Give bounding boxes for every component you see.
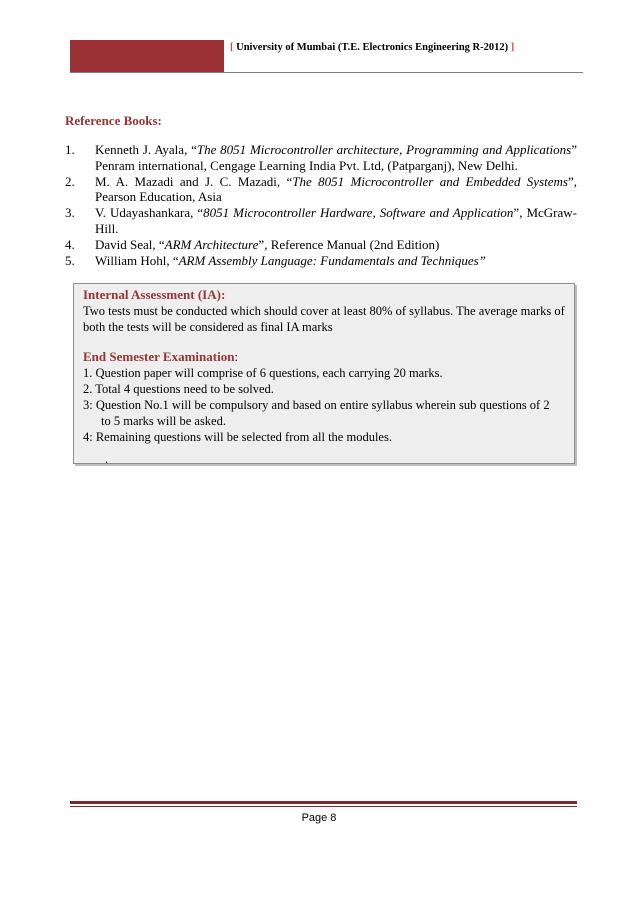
exam-rule-line: 3: Question No.1 will be compulsory and based on entire syllabus wherein sub questions of 2 [83, 398, 550, 412]
reference-author: V. Udayashankara, “ [95, 205, 204, 221]
header-close-bracket: ] [510, 42, 515, 53]
reference-books-list [65, 142, 577, 268]
reference-item [65, 237, 577, 253]
reference-author: Kenneth J. Ayala, “ [95, 142, 197, 157]
reference-book-title: ARM Architecture [164, 236, 259, 252]
reference-number: 2. [65, 173, 75, 189]
reference-publisher: ” Penram international, Cengage Learning India Pvt. Ltd, (Patparganj), New Delhi. [95, 142, 577, 173]
reference-book-title: 8051 Microcontroller Hardware, Software and Application [203, 205, 514, 221]
trailing-dot: . [105, 452, 109, 466]
end-semester-heading-line [83, 349, 568, 365]
reference-number: 4. [65, 236, 75, 252]
internal-assessment-text: Two tests must be conducted which should cover at least 80% of syllabus. The average marks of both the tests will be considered as final IA marks [83, 304, 565, 334]
reference-number: 5. [65, 252, 75, 268]
reference-book-title: The 8051 Microcontroller architecture, Programming and Applications [196, 142, 572, 157]
reference-books-heading: Reference Books: [65, 113, 162, 128]
header-color-block [70, 40, 224, 72]
reference-number: 3. [65, 205, 75, 221]
reference-publisher: ”, Reference Manual (2nd Edition) [258, 236, 440, 252]
end-semester-colon: : [234, 350, 238, 364]
reference-publisher: ”, Pearson Education, Asia [95, 173, 577, 205]
section-spacer [83, 335, 568, 349]
internal-assessment-heading: Internal Assessment (IA): [83, 287, 226, 302]
page-number: Page 8 [301, 812, 337, 824]
assessment-box [73, 283, 575, 464]
footer-rule-thick [70, 801, 577, 804]
reference-author: William Hohl, “ [95, 252, 179, 268]
header-rule [70, 72, 583, 73]
reference-author: David Seal, “ [95, 236, 165, 252]
header-open-bracket: [ [230, 42, 234, 53]
reference-item [65, 142, 577, 174]
end-semester-heading: End Semester Examination [83, 349, 235, 364]
reference-book-title: ARM Assembly Language: Fundamentals and Techniques” [178, 252, 486, 268]
reference-book-title: The 8051 Microcontroller and Embedded Systems [292, 173, 568, 189]
reference-number: 1. [65, 142, 75, 157]
footer-rule-thin [70, 806, 577, 807]
exam-rule-line: to 5 marks will be asked. [101, 414, 226, 428]
exam-rule-line: 4: Remaining questions will be selected from all the modules. [83, 430, 392, 444]
reference-item [65, 253, 577, 269]
running-header [230, 42, 514, 53]
exam-rule-line: 1. Question paper will comprise of 6 questions, each carrying 20 marks. [83, 366, 443, 380]
header-title: University of Mumbai (T.E. Electronics Engineering R-2012) [236, 42, 509, 53]
exam-rule-line: 2. Total 4 questions need to be solved. [83, 382, 274, 396]
assessment-content [83, 287, 568, 467]
reference-publisher: ”, McGraw-Hill. [95, 205, 577, 236]
reference-item [65, 174, 577, 206]
reference-item [65, 205, 577, 237]
reference-author: M. A. Mazadi and J. C. Mazadi, “ [95, 173, 293, 189]
